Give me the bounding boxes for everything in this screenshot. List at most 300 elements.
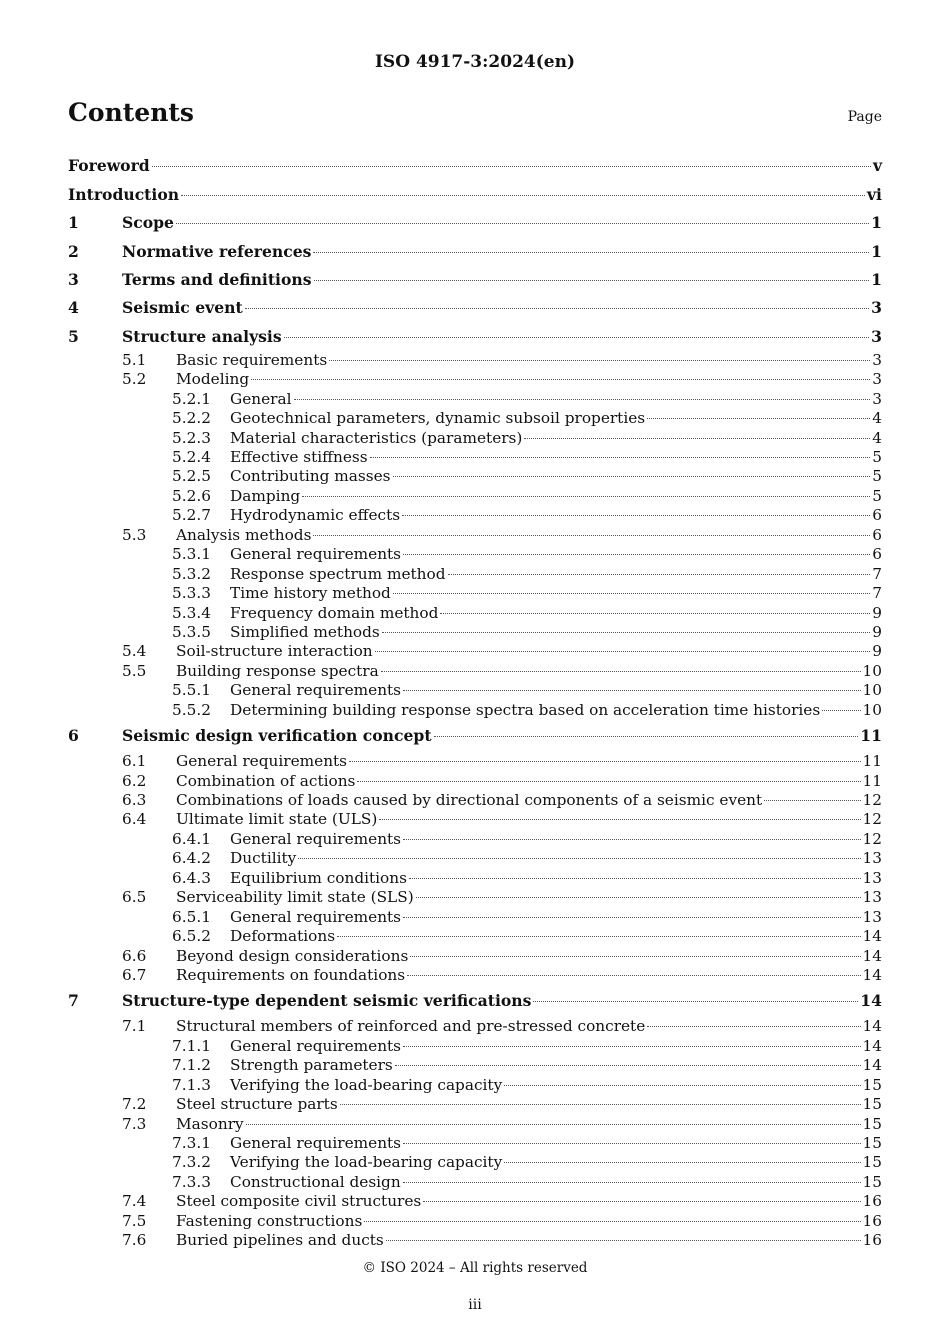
toc-entry-title: Ultimate limit state (ULS) (176, 810, 378, 829)
dot-leader (284, 337, 870, 338)
toc-entry-page: 15 (862, 1075, 882, 1094)
toc-entry-title: General requirements (230, 907, 402, 926)
toc-entry[interactable] (68, 662, 882, 681)
dot-leader (409, 878, 861, 879)
toc-entry-number: 5.2.3 (172, 428, 211, 447)
page-title: Contents (68, 98, 195, 127)
toc-entry-line (68, 181, 882, 210)
toc-entry-title: Beyond design considerations (176, 946, 409, 965)
toc-entry-title: General requirements (230, 829, 402, 848)
toc-entry-page: 3 (872, 389, 882, 408)
toc-entry-number: 7.3.3 (172, 1172, 211, 1191)
toc-entry-page: 9 (872, 642, 882, 661)
toc-entry[interactable] (68, 1056, 882, 1075)
toc-entry[interactable] (68, 448, 882, 467)
dot-leader (381, 671, 861, 672)
toc-entry-title: Scope (122, 213, 174, 233)
toc-entry-page: 12 (862, 791, 882, 810)
dot-leader (294, 399, 871, 400)
toc-entry-page: 1 (871, 213, 882, 233)
toc-entry-title: Deformations (230, 927, 336, 946)
toc-entry-number: 5.5 (122, 661, 147, 680)
dot-leader (349, 761, 860, 762)
toc-entry-number: 6.1 (122, 752, 147, 771)
toc-entry-line (230, 927, 882, 946)
toc-entry[interactable] (68, 209, 882, 237)
toc-entry-page: 13 (862, 849, 882, 868)
toc-entry[interactable] (68, 701, 882, 720)
toc-entry-number: 5.3.2 (172, 564, 211, 583)
toc-entry-title: Building response spectra (176, 661, 379, 680)
toc-entry[interactable] (68, 1173, 882, 1192)
toc-entry[interactable] (68, 565, 882, 584)
dot-leader (410, 956, 860, 957)
toc-entry-line (176, 642, 882, 661)
toc-entry-page: 15 (862, 1095, 882, 1114)
toc-entry-title: Strength parameters (230, 1056, 393, 1075)
dot-leader (329, 360, 870, 361)
toc-entry-page: 9 (872, 622, 882, 641)
toc-entry-number: 5.2.1 (172, 389, 211, 408)
dot-leader (181, 195, 865, 196)
toc-entry[interactable] (68, 370, 882, 389)
toc-entry-page: 11 (862, 771, 882, 790)
toc-entry-number: 6 (68, 726, 79, 746)
toc-entry-line (230, 1134, 882, 1153)
dot-leader (434, 736, 859, 737)
toc-entry-line (176, 966, 882, 985)
toc-entry-number: 3 (68, 269, 79, 289)
toc-entry-number: 5.3 (122, 525, 147, 544)
toc-entry-page: 5 (872, 448, 882, 467)
toc-entry-line (230, 506, 882, 525)
toc-entry-title: Steel composite civil structures (176, 1192, 422, 1211)
toc-entry[interactable] (68, 390, 882, 409)
toc-entry-page: 14 (862, 946, 882, 965)
dot-leader (314, 280, 870, 281)
toc-entry[interactable] (68, 266, 882, 294)
dot-leader (403, 690, 860, 691)
toc-entry[interactable] (68, 720, 882, 752)
table-of-contents (68, 152, 882, 1251)
toc-entry-number: 5.2.2 (172, 409, 211, 428)
page-number: iii (468, 1297, 482, 1313)
toc-entry-title: Simplified methods (230, 622, 380, 641)
toc-entry-line (230, 429, 882, 448)
toc-entry-page: 6 (872, 525, 882, 544)
toc-entry-number: 6.4.3 (172, 868, 211, 887)
dot-leader (402, 515, 870, 516)
toc-entry-number: 2 (68, 241, 79, 261)
toc-entry-number: 5.3.4 (172, 603, 211, 622)
toc-entry[interactable] (68, 294, 882, 322)
toc-entry-line (176, 1017, 882, 1036)
toc-entry-number: 5.5.2 (172, 700, 211, 719)
toc-entry-line (176, 810, 882, 829)
toc-entry-number: 4 (68, 298, 79, 318)
dot-leader (647, 1026, 860, 1027)
toc-entry-title: Structure-type dependent seismic verifications (122, 991, 532, 1011)
toc-entry-page: 3 (871, 326, 882, 346)
dot-leader (245, 308, 869, 309)
toc-entry-title: Terms and definitions (122, 269, 312, 289)
dot-leader (337, 936, 860, 937)
toc-entry-number: 7.3.2 (172, 1153, 211, 1172)
toc-entry[interactable] (68, 869, 882, 888)
toc-entry-page: 3 (872, 370, 882, 389)
toc-entry-title: General (230, 389, 292, 408)
toc-entry-line (122, 985, 882, 1017)
toc-entry-line (230, 1056, 882, 1075)
toc-entry[interactable] (68, 1076, 882, 1095)
toc-entry-title: Seismic design verification concept (122, 726, 432, 746)
toc-entry[interactable] (68, 849, 882, 868)
dot-leader (822, 710, 860, 711)
toc-entry-title: Masonry (176, 1114, 244, 1133)
toc-entry-line (176, 351, 882, 370)
toc-entry-number: 5 (68, 326, 79, 346)
dot-leader (504, 1162, 860, 1163)
toc-entry-page: 15 (862, 1134, 882, 1153)
toc-entry-line (230, 908, 882, 927)
toc-entry-title: Requirements on foundations (176, 965, 406, 984)
dot-leader (340, 1104, 861, 1105)
toc-entry-line (176, 1095, 882, 1114)
toc-entry[interactable] (68, 487, 882, 506)
toc-entry-page: 7 (872, 564, 882, 583)
toc-entry-line (122, 323, 882, 351)
toc-entry-line (230, 409, 882, 428)
dot-leader (382, 632, 870, 633)
toc-entry-number: 7.4 (122, 1192, 147, 1211)
toc-entry-title: Geotechnical parameters, dynamic subsoil properties (230, 409, 646, 428)
toc-entry-page: 3 (872, 350, 882, 369)
toc-entry[interactable] (68, 152, 882, 181)
toc-entry-title: Time history method (230, 584, 391, 603)
toc-entry[interactable] (68, 1095, 882, 1114)
toc-entry[interactable] (68, 1212, 882, 1231)
toc-entry-title: Ductility (230, 849, 297, 868)
toc-entry[interactable] (68, 545, 882, 564)
toc-entry[interactable] (68, 1017, 882, 1036)
dot-leader (251, 379, 870, 380)
toc-entry-number: 5.2.5 (172, 467, 211, 486)
dot-leader (379, 819, 860, 820)
toc-entry-line (230, 390, 882, 409)
toc-entry[interactable] (68, 409, 882, 428)
toc-entry-title: Determining building response spectra based on acceleration time histories (230, 700, 821, 719)
dot-leader (152, 166, 871, 167)
toc-entry-number: 6.4.1 (172, 829, 211, 848)
toc-entry-page: 13 (862, 907, 882, 926)
dot-leader (370, 457, 871, 458)
dot-leader (403, 1046, 860, 1047)
toc-entry-number: 7.1 (122, 1017, 147, 1036)
toc-entry-page: 1 (871, 269, 882, 289)
toc-entry-page: 15 (862, 1172, 882, 1191)
toc-entry-line (176, 752, 882, 771)
dot-leader (246, 1124, 861, 1125)
toc-entry-line (230, 545, 882, 564)
toc-entry-title: Effective stiffness (230, 448, 368, 467)
toc-entry[interactable] (68, 351, 882, 370)
toc-entry-title: Equilibrium conditions (230, 868, 407, 887)
toc-entry-line (122, 294, 882, 322)
toc-entry-line (230, 869, 882, 888)
toc-entry-line (230, 565, 882, 584)
toc-entry[interactable] (68, 1037, 882, 1056)
toc-entry-title: Contributing masses (230, 467, 391, 486)
toc-entry-number: 5.3.1 (172, 545, 211, 564)
toc-entry-line (230, 1037, 882, 1056)
toc-entry-page: 10 (862, 681, 882, 700)
toc-entry-title: Hydrodynamic effects (230, 506, 401, 525)
toc-entry-page: 16 (862, 1192, 882, 1211)
dot-leader (386, 1240, 861, 1241)
toc-entry-title: General requirements (230, 545, 402, 564)
toc-entry[interactable] (68, 810, 882, 829)
toc-entry-line (230, 448, 882, 467)
toc-entry-page: 14 (862, 965, 882, 984)
toc-entry-number: 5.2.6 (172, 486, 211, 505)
toc-entry-line (176, 1231, 882, 1250)
toc-entry-page: 14 (862, 927, 882, 946)
toc-entry-page: 14 (862, 1056, 882, 1075)
toc-entry-number: 5.3.3 (172, 584, 211, 603)
toc-entry-line (122, 209, 882, 237)
page-column-label: Page (847, 109, 882, 125)
toc-entry[interactable] (68, 888, 882, 907)
toc-entry-line (230, 467, 882, 486)
toc-entry[interactable] (68, 238, 882, 266)
dot-leader (764, 800, 860, 801)
dot-leader (440, 613, 870, 614)
toc-entry-number: 7.5 (122, 1211, 147, 1230)
toc-entry-number: 7.3.1 (172, 1134, 211, 1153)
dot-leader (302, 496, 870, 497)
document-id: ISO 4917-3:2024(en) (374, 52, 575, 72)
toc-entry-page: 10 (862, 700, 882, 719)
toc-entry-line (122, 266, 882, 294)
toc-entry-page: 3 (871, 298, 882, 318)
toc-entry-page: 15 (862, 1153, 882, 1172)
toc-entry-number: 7.2 (122, 1095, 147, 1114)
toc-entry-page: 16 (862, 1231, 882, 1250)
toc-entry-page: v (872, 156, 882, 175)
toc-entry-title: General requirements (176, 752, 348, 771)
toc-entry-title: Verifying the load-bearing capacity (230, 1153, 503, 1172)
copyright-notice: © ISO 2024 – All rights reserved (362, 1260, 588, 1276)
dot-leader (647, 418, 870, 419)
toc-entry-number: 6.6 (122, 946, 147, 965)
toc-entry-page: 13 (862, 868, 882, 887)
toc-entry[interactable] (68, 1153, 882, 1172)
toc-entry-page: 12 (862, 810, 882, 829)
dot-leader (504, 1085, 860, 1086)
toc-entry-line (176, 1115, 882, 1134)
toc-entry-line (176, 526, 882, 545)
toc-entry[interactable] (68, 429, 882, 448)
toc-entry-title: Verifying the load-bearing capacity (230, 1075, 503, 1094)
toc-entry-line (176, 370, 882, 389)
toc-entry[interactable] (68, 604, 882, 623)
toc-entry-line (230, 1076, 882, 1095)
dot-leader (403, 917, 860, 918)
toc-entry-page: 5 (872, 467, 882, 486)
dot-leader (364, 1221, 860, 1222)
dot-leader (403, 554, 870, 555)
toc-entry-number: 7.1.1 (172, 1036, 211, 1055)
toc-entry[interactable] (68, 584, 882, 603)
toc-entry-page: 12 (862, 829, 882, 848)
dot-leader (313, 535, 870, 536)
toc-entry[interactable] (68, 908, 882, 927)
toc-entry-title: Constructional design (230, 1172, 401, 1191)
toc-entry-line (230, 1173, 882, 1192)
toc-entry[interactable] (68, 1115, 882, 1134)
dot-leader (403, 1182, 861, 1183)
toc-entry-title: General requirements (230, 1134, 402, 1153)
toc-entry-number: 6.3 (122, 791, 147, 810)
toc-entry[interactable] (68, 1231, 882, 1250)
toc-entry-number: 7 (68, 991, 79, 1011)
dot-leader (313, 252, 869, 253)
toc-entry[interactable] (68, 772, 882, 791)
dot-leader (403, 1143, 860, 1144)
toc-entry[interactable] (68, 1192, 882, 1211)
toc-entry-title: Basic requirements (176, 350, 328, 369)
dot-leader (448, 574, 871, 575)
dot-leader (298, 858, 860, 859)
toc-entry-page: 11 (860, 726, 882, 746)
toc-entry[interactable] (68, 323, 882, 351)
toc-entry-number: 6.7 (122, 965, 147, 984)
toc-entry-number: 5.2 (122, 370, 147, 389)
toc-entry[interactable] (68, 181, 882, 210)
toc-entry-number: 6.5.1 (172, 907, 211, 926)
toc-entry-title: Soil-structure interaction (176, 642, 373, 661)
toc-entry-number: 5.5.1 (172, 681, 211, 700)
toc-entry-number: 7.1.2 (172, 1056, 211, 1075)
dot-leader (524, 438, 870, 439)
toc-entry[interactable] (68, 966, 882, 985)
toc-entry-page: 14 (862, 1017, 882, 1036)
toc-entry-line (122, 238, 882, 266)
toc-entry-page: vi (867, 184, 882, 204)
toc-entry-number: 7.1.3 (172, 1075, 211, 1094)
toc-entry-line (230, 1153, 882, 1172)
toc-entry-number: 5.4 (122, 642, 147, 661)
toc-entry-number: 6.2 (122, 771, 147, 790)
toc-entry[interactable] (68, 752, 882, 771)
toc-entry-number: 6.4.2 (172, 849, 211, 868)
toc-entry-number: 5.3.5 (172, 622, 211, 641)
toc-entry-number: 6.5 (122, 888, 147, 907)
toc-entry-line (230, 623, 882, 642)
dot-leader (403, 839, 860, 840)
toc-entry-page: 16 (862, 1211, 882, 1230)
dot-leader (416, 897, 861, 898)
toc-entry-page: 1 (871, 241, 882, 261)
toc-entry-page: 11 (862, 752, 882, 771)
toc-entry[interactable] (68, 985, 882, 1017)
toc-entry-page: 14 (860, 991, 882, 1011)
toc-entry-page: 13 (862, 888, 882, 907)
toc-entry-line (230, 849, 882, 868)
toc-entry[interactable] (68, 642, 882, 661)
toc-entry-title: Serviceability limit state (SLS) (176, 888, 414, 907)
dot-leader (176, 223, 869, 224)
toc-entry-title: General requirements (230, 681, 402, 700)
dot-leader (393, 593, 870, 594)
toc-entry-title: General requirements (230, 1036, 402, 1055)
dot-leader (407, 975, 860, 976)
dot-leader (393, 476, 871, 477)
toc-entry-title: Steel structure parts (176, 1095, 338, 1114)
dot-leader (533, 1001, 858, 1002)
toc-entry-title: Normative references (122, 241, 312, 261)
toc-entry-title: Fastening constructions (176, 1211, 363, 1230)
dot-leader (375, 651, 871, 652)
dot-leader (395, 1065, 861, 1066)
toc-entry-title: Damping (230, 486, 301, 505)
toc-entry-line (176, 772, 882, 791)
toc-entry-title: Combinations of loads caused by directional components of a seismic event (176, 791, 763, 810)
toc-entry-line (176, 1192, 882, 1211)
dot-leader (423, 1201, 860, 1202)
toc-entry[interactable] (68, 623, 882, 642)
toc-entry-page: 4 (872, 428, 882, 447)
toc-entry-line (176, 1212, 882, 1231)
toc-entry-number: 7.6 (122, 1231, 147, 1250)
toc-entry-title: Frequency domain method (230, 603, 439, 622)
toc-entry-line (230, 584, 882, 603)
toc-entry-title: Response spectrum method (230, 564, 446, 583)
toc-entry-number: 7.3 (122, 1114, 147, 1133)
toc-entry-title: Structural members of reinforced and pre-stressed concrete (176, 1017, 646, 1036)
toc-entry-page: 5 (872, 486, 882, 505)
toc-entry[interactable] (68, 1134, 882, 1153)
toc-entry-page: 9 (872, 603, 882, 622)
toc-entry-number: 6.4 (122, 810, 147, 829)
toc-entry-title: Foreword (68, 156, 150, 175)
toc-entry-line (230, 681, 882, 700)
toc-entry-line (176, 947, 882, 966)
dot-leader (357, 781, 860, 782)
toc-entry-title: Structure analysis (122, 326, 282, 346)
toc-entry[interactable] (68, 681, 882, 700)
toc-entry[interactable] (68, 791, 882, 810)
toc-entry[interactable] (68, 467, 882, 486)
toc-entry-line (176, 888, 882, 907)
toc-entry-line (230, 487, 882, 506)
toc-entry[interactable] (68, 830, 882, 849)
toc-entry-title: Modeling (176, 370, 250, 389)
toc-entry-line (176, 662, 882, 681)
toc-entry-title: Introduction (68, 184, 180, 204)
toc-entry[interactable] (68, 927, 882, 946)
toc-entry-line (230, 701, 882, 720)
toc-entry[interactable] (68, 506, 882, 525)
toc-entry-title: Seismic event (122, 298, 243, 318)
toc-entry-number: 5.1 (122, 350, 147, 369)
toc-entry[interactable] (68, 526, 882, 545)
toc-entry-page: 4 (872, 409, 882, 428)
toc-entry-page: 6 (872, 545, 882, 564)
toc-entry-title: Buried pipelines and ducts (176, 1231, 384, 1250)
toc-entry-title: Material characteristics (parameters) (230, 428, 523, 447)
toc-entry[interactable] (68, 947, 882, 966)
